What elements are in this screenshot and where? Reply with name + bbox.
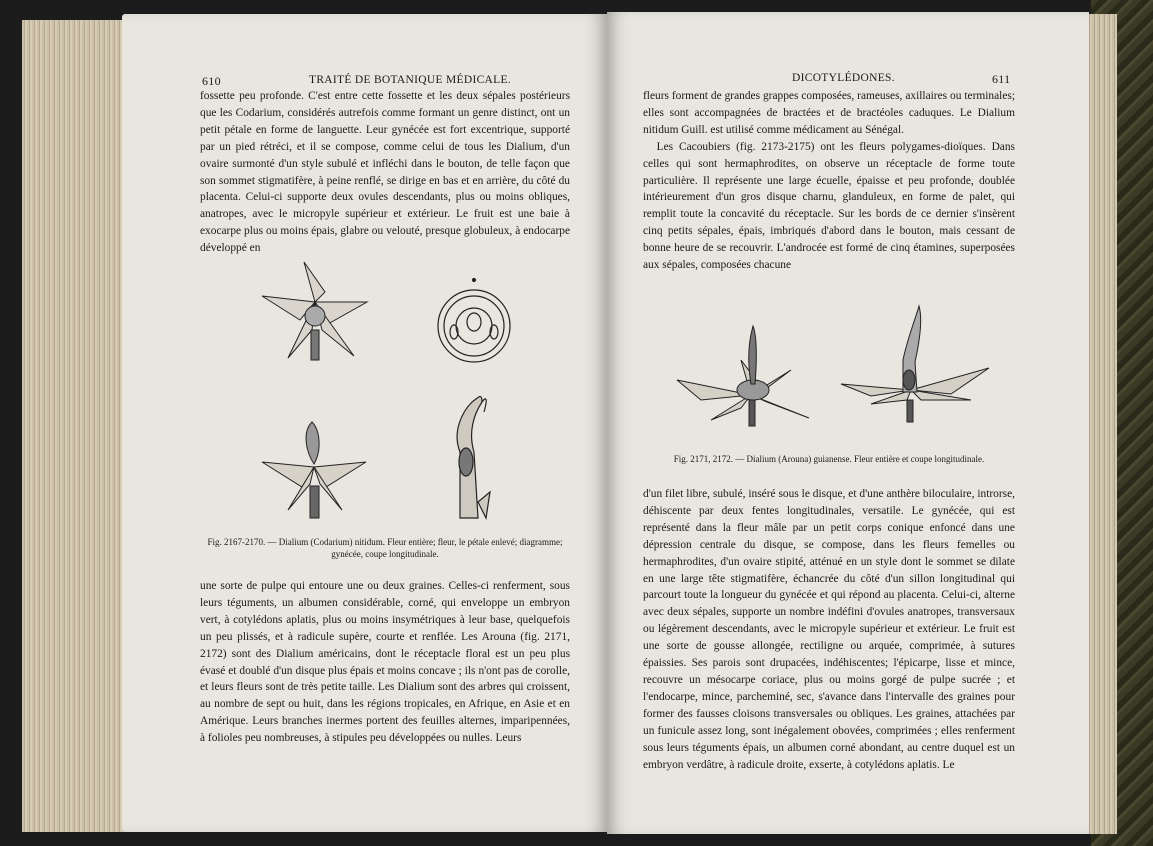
left-page — [122, 14, 607, 832]
right-figure-caption: Fig. 2171, 2172. — Dialium (Arouna) guianense. Fleur entière et coupe longitudinale. — [673, 454, 985, 464]
page-stack-left — [22, 20, 126, 832]
right-paragraph-3: d'un filet libre, subulé, inséré sous le disque, et d'une anthère biloculaire, introrse, déhiscente par deux fentes longitudinales, versatile. Le gynécée, qui est représenté dans la fleur mâle par un petit corps conique enfoncé dans une dépression centrale du disque, se compose, dans les fleurs femelles ou hermaphrodites, d'un ovaire stipité, atténué en un style dont le sommet se dilate en une large tête stigmatifère, échancrée du côté d'un sillon longitudinal qui parcourt toute la longueur du gynécée et qui répond au placenta. Celui-ci, alterne avec deux sépales, supporte un nombre indéfini d'ovules anatropes, transversaux ou légèrement descendants, avec le micropyle supérieur et extérieur. Le fruit est une sorte de gousse allongée, rectiligne ou arquée, comprimée, à sutures épaissies. Ses parois sont drupacées, indéhiscentes; l'épicarpe, lisse et mince, recouvre un mésocarpe coriace, plus ou moins gorgé de pulpe sucrée ; et l'endocarpe, mince, parcheminé, sec, s'avance dans l'intervalle des graines pour former des fausses cloisons transversales ou obliques. Les graines, attachées par un funicule assez long, sont inégalement obovées, comprimées ; elles renferment sous leurs téguments épais, un albumen corné abondant, au centre duquel est un embryon verdâtre, à radicule droite, exserte, à cotylédons aplatis. Le — [643, 488, 1015, 771]
left-figure-caption: Fig. 2167-2170. — Dialium (Codarium) nitidum. Fleur entière; fleur, le pétale enlevé; diagramme; gynécée, coupe longitudinale. — [207, 537, 563, 559]
left-running-head: TRAITÉ DE BOTANIQUE MÉDICALE. — [309, 74, 511, 86]
figure-2167-2170 — [242, 252, 542, 532]
right-paragraph-2: Les Cacoubiers (fig. 2173-2175) ont les fleurs polygames-dioïques. Dans celles qui sont hermaphrodites, on observe un réceptacle de forme toute particulière. Il représente une large écuelle, épaisse et peu profonde, doublée intérieurement d'un gros disque charnu, glanduleux, en forme de palet, qui remplit toute la concavité du réceptacle. Sur les bords de ce dernier s'insèrent cinq petits sépales, épais, imbriqués d'abord dans le bouton, mais cessant de bonne heure de se recouvrir. L'androcée est formé de cinq étamines, superposées aux sépales, composées chacune — [643, 140, 1015, 272]
left-page-number: 610 — [202, 74, 221, 88]
botanical-illustration-dialium-guianense — [671, 300, 1001, 450]
left-paragraph-top: fossette peu profonde. C'est entre cette fossette et les deux sépales postérieurs que les Codarium, considérés autrefois comme formant un genre distinct, ont un petit pétale en forme de languette. Leur gynécée est fort excentrique, supporté par un pied rétréci, et il se compose, comme celui de tous les Dialium, d'un ovaire surmonté d'un style subulé et infléchi dans le bouton, de telle façon que son sommet stigmatifère, à peine renflé, se dirige en bas et en arrière, du côté du placenta. Celui-ci supporte deux ovules descendants, plus ou moins obliques, anatropes, avec le micropyle supérieur et extérieur. Le fruit est une baie à exocarpe plus ou moins épais, glabre ou velouté, presque globuleux, à endocarpe développé en — [200, 90, 570, 255]
right-page-number: 611 — [992, 72, 1011, 86]
right-running-head: DICOTYLÉDONES. — [792, 72, 895, 84]
page-stack-right — [1087, 14, 1117, 834]
right-page — [607, 12, 1089, 834]
botanical-illustration-dialium-nitidum — [242, 252, 542, 532]
right-paragraph-1: fleurs forment de grandes grappes composées, rameuses, axillaires ou terminales; elles sont accompagnées de bractées et de bractéoles caduques. Le Dialium nitidum Guill. est utilisé comme médicament au Sénégal. — [643, 90, 1015, 136]
figure-2171-2172 — [671, 300, 1001, 450]
left-paragraph-bottom: une sorte de pulpe qui entoure une ou deux graines. Celles-ci renferment, sous leurs téguments, un albumen considérable, corné, qui enveloppe un embryon vert, à cotylédons aplatis, plus ou moins insymétriques à leur base, quelquefois un peu plissés, et à radicule supère, courte et renflée. Les Arouna (fig. 2171, 2172) sont des Dialium américains, dont le réceptacle floral est un peu plus évasé et doublé d'un disque plus épais et moins concave ; ils n'ont pas de corolle, et leurs fleurs sont de très petite taille. Les Dialium sont des arbres qui croissent, au nombre de sept ou huit, dans les régions tropicales, en Afrique, en Asie et en Amérique. Leurs branches inermes portent des feuilles alternes, imparipennées, à folioles peu nombreuses, à stipules peu développées ou nulles. Leurs — [200, 580, 570, 745]
